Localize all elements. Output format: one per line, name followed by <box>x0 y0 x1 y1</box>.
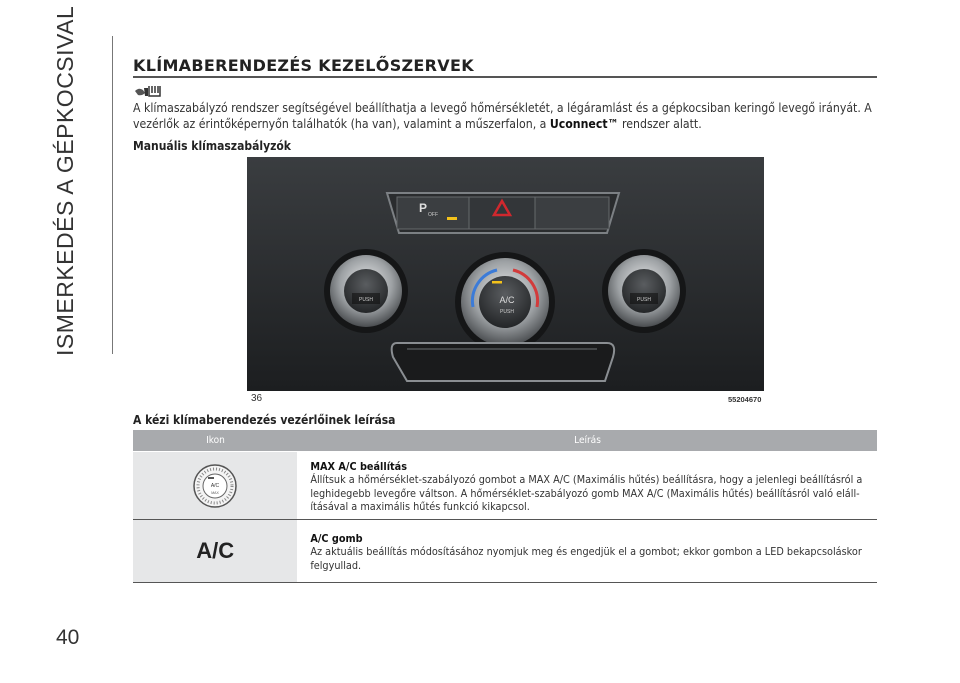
icon-cell <box>133 452 297 519</box>
row-title: A/C gomb <box>310 532 363 545</box>
max-ac-icon-ac-label: A/C <box>210 482 220 489</box>
page-number: 40 <box>56 626 80 649</box>
push-label-left: PUSH <box>359 297 373 303</box>
ac-label: A/C <box>499 295 515 305</box>
row-description <box>297 520 877 582</box>
park-off-label: OFF <box>428 212 438 218</box>
header-description: Leírás <box>574 435 601 446</box>
table-row <box>133 451 877 520</box>
intro-paragraph <box>133 100 877 132</box>
row-description <box>297 452 877 519</box>
subheading-table: A kézi klímaberendezés vezérlőinek leírása <box>133 413 396 427</box>
ac-text-icon: A/C <box>196 538 235 563</box>
row-text: Állítsuk a hőmérséklet-szabályozó gombot a MAX A/C (Maximális hűtés) beállításra, hogy a jelenlegi beállításról a leghidegebb levegőre váltson. A hőmérséklet-szabályozó gomb MAX A/C (Maximális hűtés) beállításról való elállításával a maximális hűtés funkció kikapcsol. <box>310 473 863 514</box>
svg-text:P: P <box>419 201 428 215</box>
row-text: Az aktuális beállítás módosításához nyomjuk meg és engedjük el a gombot; ekkor gombon a LED bekapcsoláskor felgyullad. <box>310 545 862 572</box>
table-row <box>133 520 877 583</box>
figure-number: 36 <box>251 393 263 404</box>
table-header <box>133 430 877 451</box>
ac-knob <box>455 252 555 352</box>
chapter-side-title: ISMERKEDÉS A GÉPKOCSIVAL <box>52 5 78 356</box>
heading-rule <box>133 76 877 78</box>
park-led <box>447 217 457 220</box>
subheading-manual-controls: Manuális klímaszabályzók <box>133 139 291 153</box>
controls-table <box>133 430 877 583</box>
max-ac-knob-icon <box>192 463 238 509</box>
mode-knob <box>602 249 686 333</box>
uconnect-icon <box>133 83 163 99</box>
max-ac-icon-max-label: MAX <box>211 490 219 495</box>
temperature-knob <box>324 249 408 333</box>
intro-text-1: A klímaszabályzó rendszer segítségével beállíthatja a levegő hőmérsékletét, a légáramlást és a gépkocsiban keringő levegő irányát. A vezérlők az érintőképernyőn találhatók (ha van), valamint a műszerfalon, a <box>133 101 872 131</box>
intro-text-2: rendszer alatt. <box>618 117 702 131</box>
push-label-right: PUSH <box>637 297 651 303</box>
side-divider <box>112 36 113 354</box>
icon-cell <box>133 520 297 582</box>
header-icon: Ikon <box>206 435 225 446</box>
climate-control-photo <box>247 157 764 391</box>
push-label-center: PUSH <box>500 309 514 315</box>
row-title: MAX A/C beállítás <box>310 460 408 473</box>
uconnect-brand: Uconnect™ <box>549 117 619 131</box>
section-title: KLÍMABERENDEZÉS KEZELŐSZERVEK <box>133 56 474 75</box>
figure-code: 55204670 <box>728 395 762 404</box>
